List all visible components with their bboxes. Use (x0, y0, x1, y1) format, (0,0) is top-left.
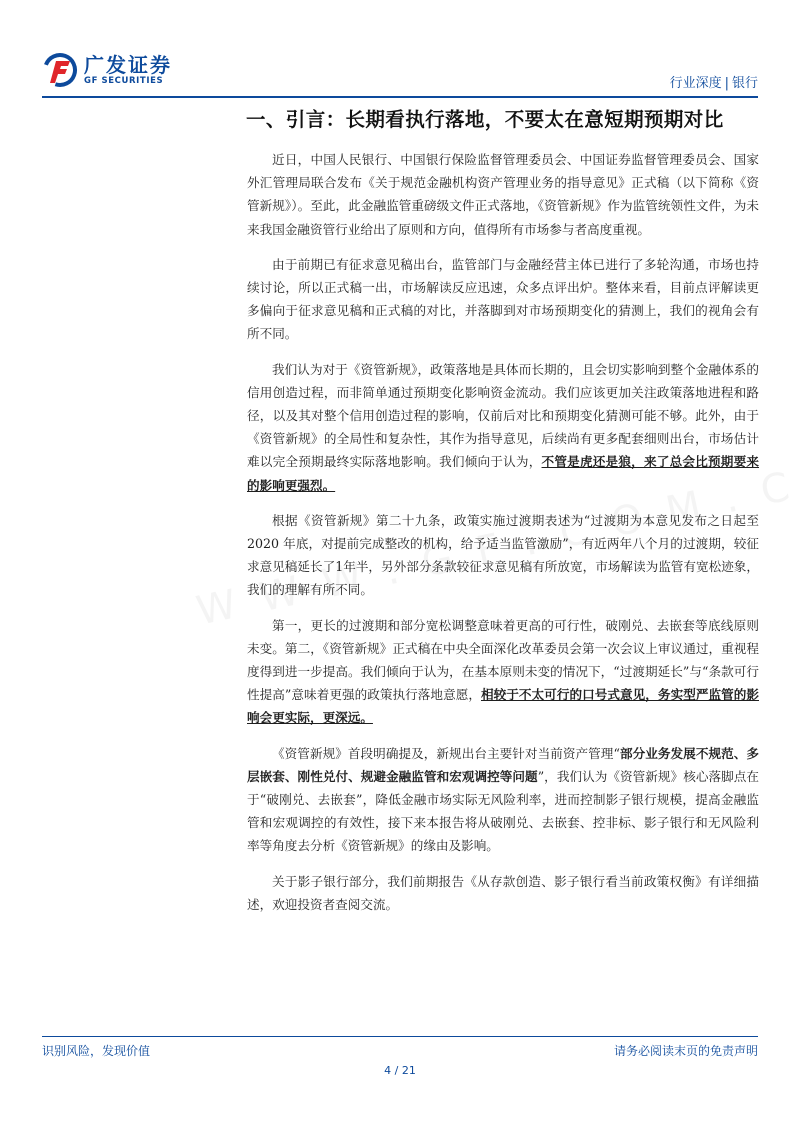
industry-label: 银行 (731, 76, 758, 91)
logo-english-name: GF SECURITIES (84, 75, 164, 86)
paragraph-1: 近日，中国人民银行、中国银行保险监督管理委员会、中国证券监督管理委员会、国家外汇管理局联合发布《关于规范金融机构资产管理业务的指导意见》正式稿（以下简称《资管新规》）。至此，此金融监管重磅级文件正式落地，《资管新规》作为监管统领性文件，为未来我国金融资管行业给出了原则和方向，值得所有市场参与者高度重视。 (247, 152, 759, 237)
logo-chinese-name: 广发证券 (84, 52, 172, 77)
gf-logo-icon (42, 52, 78, 88)
header-divider (42, 96, 758, 98)
footer-divider (42, 1036, 758, 1037)
page-number: 4 / 21 (384, 1064, 416, 1077)
company-logo (42, 52, 172, 88)
paragraph-6 (247, 742, 759, 858)
paragraph-3 (247, 358, 759, 497)
footer-disclaimer-link[interactable]: 请务必阅读末页的免责声明 (613, 1044, 758, 1058)
paragraph-5 (247, 614, 759, 730)
section-title: 一、引言：长期看执行落地，不要太在意短期预期对比 (246, 108, 724, 131)
paragraph-2: 由于前期已有征求意见稿出台，监管部门与金融经营主体已进行了多轮沟通，市场也持续讨论，所以正式稿一出，市场解读反应迅速，众多点评出炉。整体来看，目前点评解读更多偏向于征求意见稿和正式稿的对比，并落脚到对市场预期变化的猜测上，我们的视角会有所不同。 (247, 256, 759, 342)
paragraph-4: 根据《资管新规》第二十九条，政策实施过渡期表述为“过渡期为本意见发布之日起至 2020 年底，对提前完成整改的机构，给予适当监管激励”，有近两年八个月的过渡期，较征求意见稿延长了1年半，另外部分条款较征求意见稿有所放宽，市场解读为监管有宽松迹象，我们的理解有所不同。 (247, 512, 759, 598)
paragraph-6-text-b: ”，我们认为《资管新规》核心落脚点在于“破刚兑、去嵌套”，降低金融市场实际无风险利率，进而控制影子银行规模，提高金融监管和宏观调控的有效性，接下来本报告将从破刚兑、去嵌套、控非标、影子银行和无风险利率等角度去分析《资管新规》的缘由及影响。 (247, 768, 759, 854)
paragraph-3-emphasis: 不管是虎还是狼，来了总会比预期要来的影响更强烈。 (247, 454, 760, 493)
category-separator: | (724, 76, 729, 91)
category-label: 行业深度 (669, 76, 722, 91)
footer-slogan: 识别风险，发现价值 (42, 1044, 151, 1058)
paragraph-6-text-a: 《资管新规》首段明确提及，新规出台主要针对当前资产管理“ (272, 745, 620, 761)
page-header (42, 50, 758, 96)
report-category (670, 72, 758, 91)
paragraph-5-text: 第一，更长的过渡期和部分宽松调整意味着更高的可行性，破刚兑、去嵌套等底线原则未变。第二，《资管新规》正式稿在中央全面深化改革委员会第一次会议上审议通过，重视程度得到进一步提高。我们倾向于认为，在基本原则未变的情况下，“过渡期延长”与“条款可行性提高”意味着更强的政策执行落地意愿， (247, 617, 759, 703)
paragraph-3-text: 我们认为对于《资管新规》，政策落地是具体而长期的，且会切实影响到整个金融体系的信用创造过程，而非简单通过预期变化影响资金流动。我们应该更加关注政策落地进程和路径，以及其对整个信用创造过程的影响，仅前后对比和预期变化猜测可能不够。此外，由于《资管新规》的全局性和复杂性，其作为指导意见，后续尚有更多配套细则出台，市场估计难以完全预期最终实际落地影响。我们倾向于认为， (247, 361, 759, 470)
paragraph-6-bold: 部分业务发展不规范、多层嵌套、刚性兑付、规避金融监管和宏观调控等问题 (247, 745, 759, 784)
paragraph-7: 关于影子银行部分，我们前期报告《从存款创造、影子银行看当前政策权衡》有详细描述，欢迎投资者查阅交流。 (247, 873, 759, 912)
body-content (247, 148, 759, 928)
paragraph-5-emphasis: 相较于不太可行的口号式意见，务实型严监管的影响会更实际，更深远。 (247, 687, 759, 726)
